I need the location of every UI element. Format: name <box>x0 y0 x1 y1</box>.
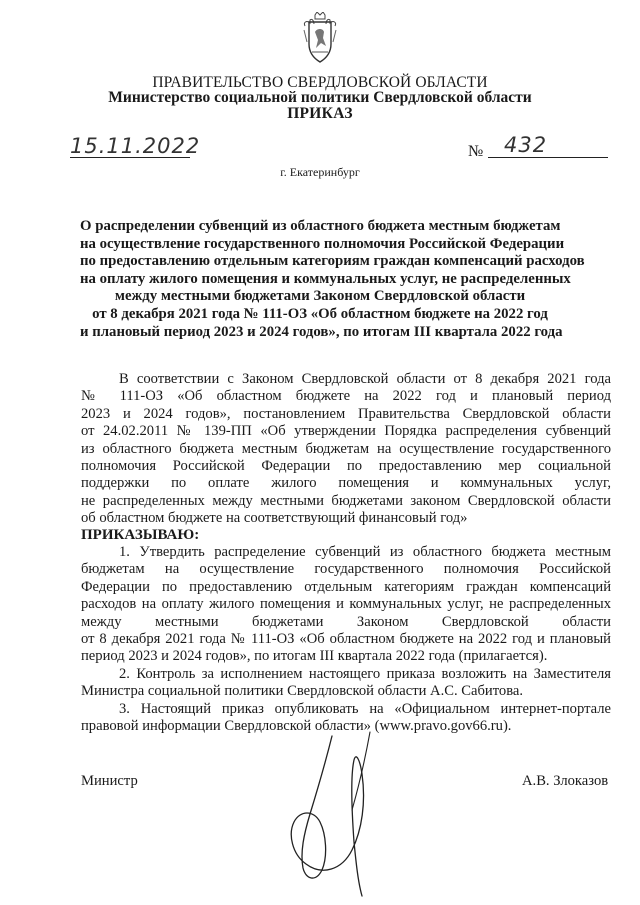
document-type: ПРИКАЗ <box>287 105 353 122</box>
title-line: О распределении субвенций из областного бюджета местным бюджетам <box>80 218 561 234</box>
preamble-line: от 24.02.2011 № 139-ПП «Об утверждении Порядка распределения субвенций <box>81 423 611 440</box>
signatory-name: А.В. Злоказов <box>522 773 609 789</box>
item-line: между местными бюджетами Законом Свердловской области <box>81 613 611 630</box>
signatory-position: Министр <box>81 773 138 789</box>
preamble-line: поддержки по оплате жилого помещения и коммунальных услуг, <box>81 475 611 492</box>
order-item-1 <box>81 544 611 666</box>
item-line: 3. Настоящий приказ опубликовать на «Официальном интернет-портале <box>119 701 611 717</box>
item-line: 2. Контроль за исполнением настоящего приказа возложить на Заместителя <box>119 666 611 682</box>
number-label: № <box>468 143 484 160</box>
preamble-line: полномочия Российской Федерации по предоставлению мер социальной <box>81 458 611 475</box>
order-item-2 <box>81 666 611 701</box>
coat-of-arms-icon <box>301 12 339 64</box>
ministry-name: Министерство социальной политики Свердловской области <box>108 89 532 106</box>
document-number: 432 <box>504 133 548 157</box>
title-line: по предоставлению отдельным категориям граждан компенсаций расходов <box>80 253 585 270</box>
preamble-line: не распределенных между местными бюджетами законом Свердловской области <box>81 492 611 509</box>
number-underline <box>488 157 608 158</box>
item-line: Министра социальной политики Свердловской области А.С. Сабитова. <box>81 683 524 700</box>
handwritten-signature-icon <box>270 730 400 900</box>
government-name: ПРАВИТЕЛЬСТВО СВЕРДЛОВСКОЙ ОБЛАСТИ <box>152 74 488 91</box>
preamble-line: об областном бюджете на соответствующий финансовый год» <box>81 510 468 527</box>
preamble-line: из областного бюджета местным бюджетам на осуществление государственного <box>81 440 611 457</box>
preamble-line: В соответствии с Законом Свердловской области от 8 декабря 2021 года <box>119 371 611 387</box>
item-line: период 2023 и 2024 годов», по итогам III квартала 2022 года (прилагается). <box>81 648 548 665</box>
item-line: правовой информации Свердловской области» (www.pravo.gov66.ru). <box>81 718 512 735</box>
document-date: 15.11.2022 <box>70 134 201 158</box>
item-line: 1. Утвердить распределение субвенций из областного бюджета местным <box>119 544 611 560</box>
title-line: между местными бюджетами Законом Свердловской области <box>114 288 526 305</box>
title-line: и плановый период 2023 и 2024 годов», по итогам III квартала 2022 года <box>80 323 563 340</box>
item-line: от 8 декабря 2021 года № 111-ОЗ «Об областном бюджете на 2022 год и плановый <box>81 631 611 648</box>
order-heading: ПРИКАЗЫВАЮ: <box>81 527 200 543</box>
item-line: бюджетам на осуществление государственного полномочия Российской <box>81 561 611 578</box>
title-line: от 8 декабря 2021 года № 111-ОЗ «Об областном бюджете на 2022 год <box>92 305 548 322</box>
preamble-line: 2023 и 2024 годов», постановлением Правительства Свердловской области <box>81 405 611 422</box>
title-line: на оплату жилого помещения и коммунальных услуг, не распределенных <box>80 270 571 287</box>
city: г. Екатеринбург <box>280 165 360 179</box>
title-line: на осуществление государственного полномочия Российской Федерации <box>80 235 565 252</box>
preamble <box>81 371 611 528</box>
document-title <box>80 218 585 341</box>
date-underline <box>70 157 190 158</box>
preamble-line: № 111-ОЗ «Об областном бюджете на 2022 год и плановый период <box>81 388 611 405</box>
item-line: Федерации по предоставлению отдельным категориям граждан компенсаций <box>81 578 611 595</box>
item-line: расходов на оплату жилого помещения и коммунальных услуг, не распределенных <box>81 596 611 613</box>
